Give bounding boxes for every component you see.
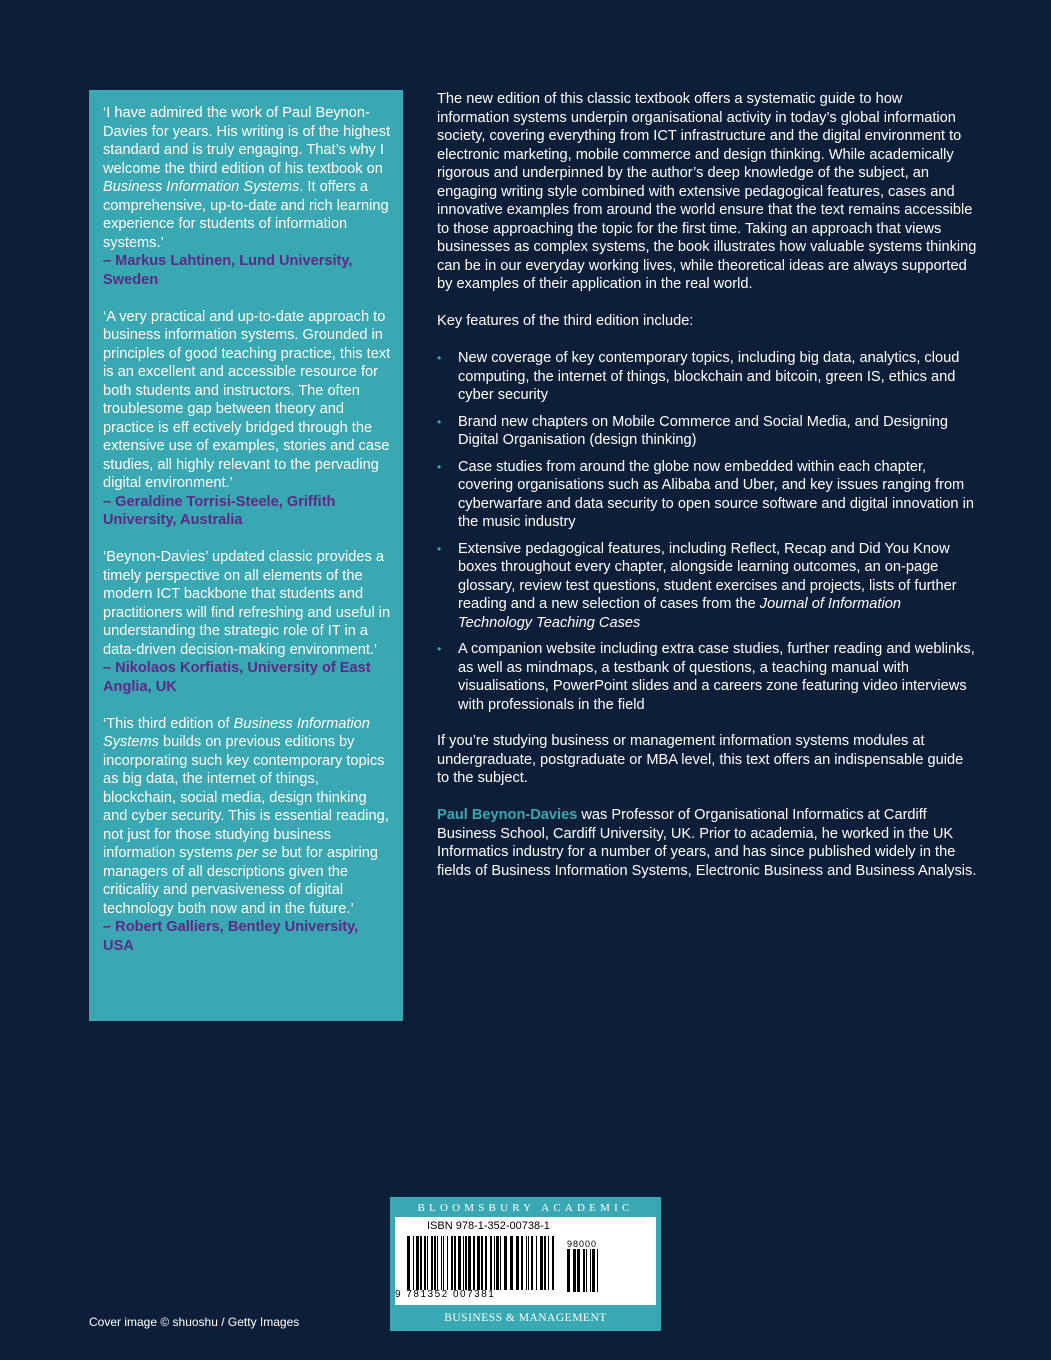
quote-attribution: – Markus Lahtinen, Lund University, Sweden [103,253,353,288]
bullet-icon: • [437,541,442,556]
barcode-bar [413,1236,414,1290]
barcode-bar [465,1236,467,1290]
barcode-bar [528,1236,529,1290]
endorsement-quote [103,715,393,956]
barcode-bar [521,1236,523,1290]
barcode-bar [427,1236,428,1290]
bullet-icon: • [437,351,442,365]
barcode-bar [548,1236,549,1290]
features-list [437,349,977,714]
barcode-bar [463,1236,464,1290]
barcode-bar [531,1236,533,1290]
addon-digits: 98000 [567,1239,598,1249]
barcode-bar [590,1249,591,1292]
barcode-bar [447,1236,448,1290]
bullet-icon: • [437,459,442,474]
barcode-bar [597,1249,598,1292]
book-description [437,90,977,899]
feature-item: • Extensive pedagogical features, including Reflect, Recap and Did You Know boxes throughout every chapter, alongside learning outcomes, an on-page glossary, review test questions, student exercises and projects, lists of further reading and a new selection of cases from the Journal of Information Technology Teaching Cases [437,540,957,631]
barcode-bar [451,1236,453,1290]
description-paragraph: The new edition of this classic textbook offers a systematic guide to how information systems underpin organisational activity in today’s global information society, covering everything from ICT infrastructure and the digital environment to electronic marketing, mobile commerce and design thinking. While academically rigorous and underpinned by the author’s deep knowledge of the subject, an engaging writing style combined with extensive pedagogical features, cases and innovative examples from around the world ensure that the text remains accessible to those approaching the topic for the first time. Taking an approach that views businesses as complex systems, the book illustrates how valuable systems thinking can be in our everyday working lives, while theoretical ideas are always supported by examples of their application in the real world. [437,91,977,292]
barcode-bar [468,1236,471,1290]
barcode-bar [496,1236,499,1290]
barcode-bar [540,1236,543,1290]
bullet-icon: • [437,414,442,429]
author-name: Paul Beynon-Davies [437,807,578,823]
feature-item: • Case studies from around the globe now embedded within each chapter, covering organisations such as Alibaba and Uber, and key issues ranging from cyberwarfare and data security to open source software and digital innovation in the music industry [437,458,974,530]
barcode-bar [544,1236,546,1290]
barcode-bar [443,1236,444,1290]
barcode-bar [490,1236,492,1290]
quote-attribution: – Robert Galliers, Bentley University, USA [103,919,359,954]
quote-text: ‘I have admired the work of Paul Beynon-Davies for years. His writing is of the highest standard and is truly engaging. That’s why I welcome the third edition of his textbook on Business Information Systems. It offers a comprehensive, up-to-date and rich learning experience for students of information systems.’ [103,105,391,251]
barcode-bar [500,1236,501,1290]
barcode-bar [420,1236,422,1290]
barcode-bar [473,1236,475,1290]
quote-attribution: – Nikolaos Korfiatis, University of East Anglia, UK [103,660,371,695]
quote-attribution: – Geraldine Torrisi-Steele, Griffith University, Australia [103,493,336,528]
publisher-name: BLOOMSBURY ACADEMIC [417,1202,634,1214]
barcode-bar [477,1236,480,1290]
barcode-bar [485,1236,487,1290]
barcode-bar [437,1236,438,1290]
barcode-bar [454,1236,456,1290]
barcode-bar [586,1249,587,1292]
subject-category: BUSINESS & MANAGEMENT [444,1312,607,1324]
barcode-bar [431,1236,433,1290]
endorsement-quote [103,308,393,530]
barcode-area [395,1217,656,1305]
audience-paragraph: If you’re studying business or management information systems modules at undergraduate, postgraduate or MBA level, this text offers an indispensable guide to the subject. [437,733,964,786]
barcode-bar [458,1236,461,1290]
feature-item: • Brand new chapters on Mobile Commerce and Social Media, and Designing Digital Organisation (design thinking) [437,413,948,448]
barcode-bar [567,1249,570,1292]
quote-text: ‘Beynon-Davies’ updated classic provides a timely perspective on all elements of the modern ICT backbone that students and practitioners will find refreshing and useful in understanding the strategic role of IT in a data-driven decision-making environment.’ [103,549,391,658]
features-intro: Key features of the third edition include: [437,313,694,329]
barcode-bar [526,1236,527,1290]
barcode-bar [516,1236,519,1290]
barcode-bar [481,1236,483,1290]
isbn-box [390,1197,661,1331]
barcode-bar [510,1236,513,1290]
isbn-number: ISBN 978-1-352-00738-1 [427,1220,550,1232]
barcode-bar [592,1249,595,1292]
endorsements-panel [89,90,403,1021]
barcode-bar [573,1249,576,1292]
barcode-bar [536,1236,537,1290]
barcode-bar [583,1249,585,1292]
barcode-bar [504,1236,507,1290]
barcode-bar [552,1236,554,1290]
author-bio: Paul Beynon-Davies was Professor of Organisational Informatics at Cardiff Business School, Cardiff University, UK. Prior to academia, he worked in the UK Informatics industry for a number of years, and has since published widely in the fields of Business Information Systems, Electronic Business and Business Analysis. [437,807,977,879]
feature-item: • A companion website including extra case studies, further reading and weblinks, as well as mindmaps, a testbank of questions, a teaching manual with visualisations, PowerPoint slides and a careers zone featuring video interviews with professionals in the field [437,641,975,713]
barcode-bar [416,1236,419,1290]
quote-text: ‘A very practical and up-to-date approach to business information systems. Grounded in principles of good teaching practice, this text is an excellent and accessible resource for both students and instructors. The often troublesome gap between theory and practice is eff ectively bridged through the extensive use of examples, stories and case studies, all highly relevant to the pervading digital environment.’ [103,308,391,491]
barcode-bar [494,1236,495,1290]
barcode-bar [434,1236,436,1290]
endorsement-quote [103,548,393,696]
ean-digits: 9 781352 007381 [395,1289,496,1300]
barcode-bar [407,1236,410,1290]
quote-text: ‘This third edition of Business Information Systems builds on previous editions by incorporating such key contemporary topics as big data, the internet of things, blockchain, social media, design thinking and cyber security. This is essential reading, not just for those studying business information systems per se but for aspiring managers of all descriptions given the criticality and pervasiveness of digital technology both now and in the future.’ [103,715,389,917]
bullet-icon: • [437,642,442,656]
cover-credit: Cover image © shuoshu / Getty Images [89,1315,300,1329]
barcode-bar [424,1236,426,1290]
feature-item: • New coverage of key contemporary topics, including big data, analytics, cloud computing, the internet of things, blockchain and bitcoin, green IS, ethics and cyber security [437,350,960,403]
barcode-bar [577,1249,580,1292]
barcode-bar [441,1236,442,1290]
endorsement-quote [103,104,393,289]
